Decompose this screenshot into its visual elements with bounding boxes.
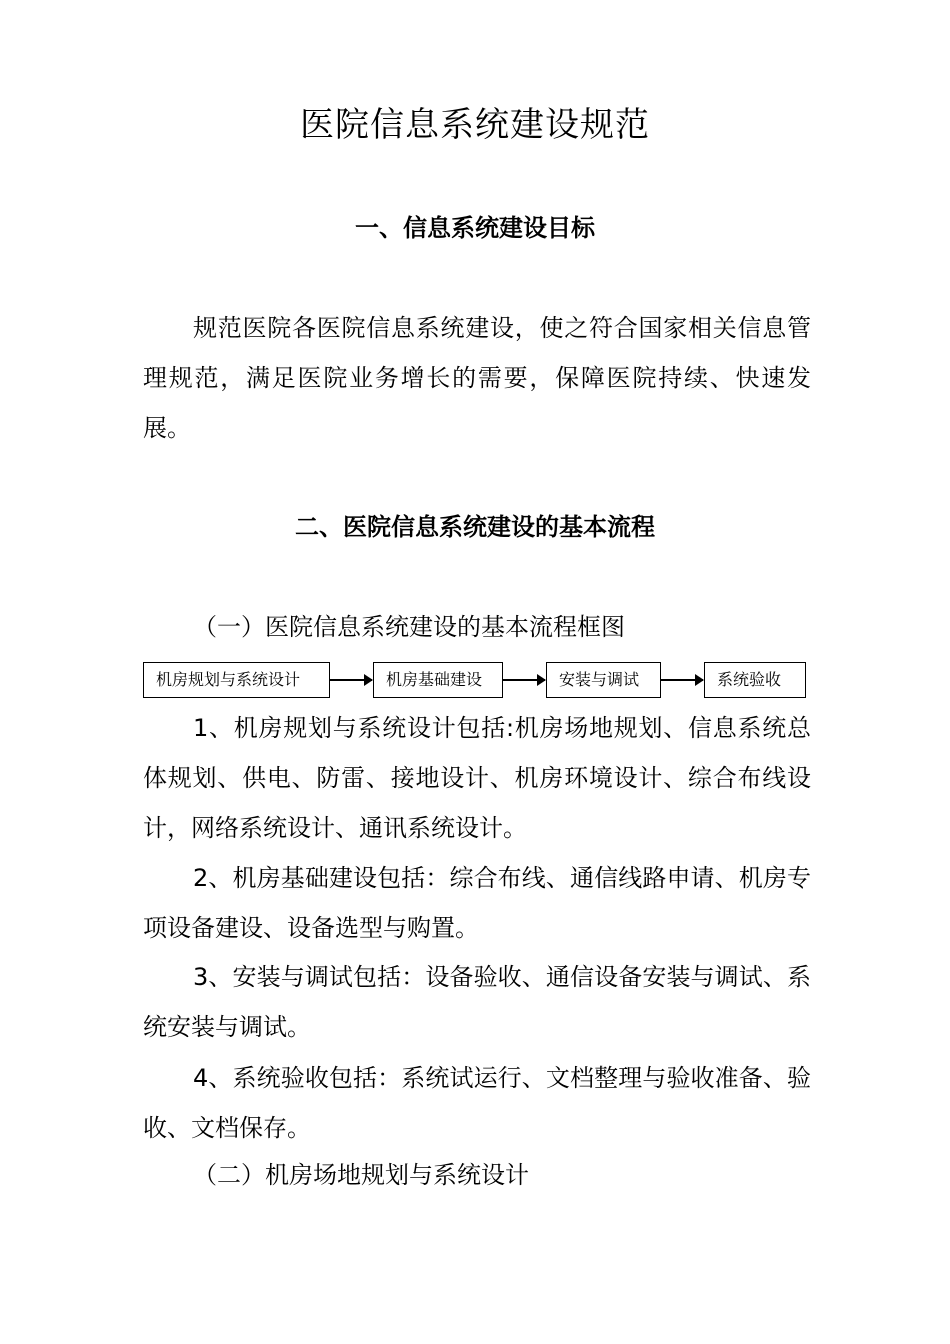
flow-arrow-icon (330, 679, 372, 681)
process-item-4: 4、系统验收包括：系统试运行、文档整理与验收准备、验收、文档保存。 (143, 1064, 811, 1142)
flow-step-acceptance: 系统验收 (704, 662, 806, 698)
flow-step-installation: 安装与调试 (546, 662, 661, 698)
process-item-3: 3、安装与调试包括：设备验收、通信设备安装与调试、系统安装与调试。 (143, 963, 811, 1041)
section-heading-goals: 一、信息系统建设目标 (355, 214, 595, 242)
goals-paragraph: 规范医院各医院信息系统建设，使之符合国家相关信息管理规范，满足医院业务增长的需要，保障医院持续、快速发展。 (143, 314, 811, 442)
process-item-2: 2、机房基础建设包括：综合布线、通信线路申请、机房专项设备建设、设备选型与购置。 (143, 864, 811, 942)
flow-arrow-icon (503, 679, 545, 681)
flow-step-infrastructure: 机房基础建设 (373, 662, 503, 698)
document-title: 医院信息系统建设规范 (300, 105, 650, 145)
subsection-heading-room-planning: （二）机房场地规划与系统设计 (193, 1161, 529, 1189)
section-heading-process: 二、医院信息系统建设的基本流程 (295, 513, 655, 541)
subsection-heading-flowchart: （一）医院信息系统建设的基本流程框图 (193, 613, 625, 641)
flow-step-room-planning: 机房规划与系统设计 (143, 662, 330, 698)
process-item-1: 1、机房规划与系统设计包括:机房场地规划、信息系统总体规划、供电、防雷、接地设计、机房环境设计、综合布线设计，网络系统设计、通讯系统设计。 (143, 714, 811, 842)
flow-arrow-icon (661, 679, 703, 681)
